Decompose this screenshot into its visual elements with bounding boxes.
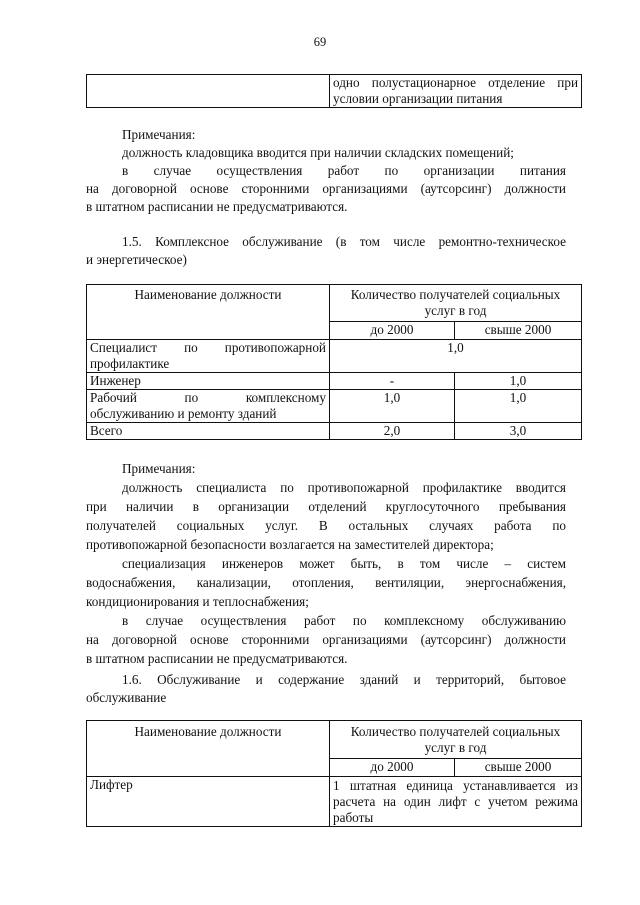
table-header-position: Наименование должности xyxy=(87,721,330,777)
note-line: должность специалиста по противопожарной профилактике вводится xyxy=(122,480,566,495)
top-cell-line: одно полустационарное отделение при xyxy=(333,75,578,90)
row-value-b: 1,0 xyxy=(455,390,582,423)
note-line: на договорной основе сторонними организациями (аутсорсинг) должности xyxy=(86,632,566,647)
header-line: услуг в год xyxy=(424,303,487,318)
page-number: 69 xyxy=(313,35,327,49)
row-value-line: 1 штатная единица устанавливается из xyxy=(333,778,578,793)
row-name-line: обслуживанию и ремонту зданий xyxy=(90,406,277,421)
section-1-6-title xyxy=(86,672,566,706)
subheader-under-2000: до 2000 xyxy=(330,322,455,340)
row-name-line: профилактике xyxy=(90,356,170,371)
row-name-cell: Всего xyxy=(87,423,330,440)
table-row xyxy=(87,340,582,373)
table-row xyxy=(87,423,582,440)
header-line: услуг в год xyxy=(424,740,487,755)
row-value-line: расчета на один лифт с учетом режима xyxy=(333,794,578,809)
note-line: в случае осуществления работ по комплексному обслуживанию xyxy=(122,613,566,628)
row-value-b: 1,0 xyxy=(455,373,582,390)
notes-block-2 xyxy=(86,461,566,667)
section-title-line: и энергетическое) xyxy=(86,252,187,267)
row-value-merged xyxy=(330,777,582,827)
row-name-cell: Лифтер xyxy=(87,777,330,827)
row-value-a: 1,0 xyxy=(330,390,455,423)
row-name-cell xyxy=(87,390,330,423)
top-table-left-cell xyxy=(87,75,330,108)
note-line: на договорной основе сторонними организациями (аутсорсинг) должности xyxy=(86,181,566,196)
subheader-over-2000: свыше 2000 xyxy=(455,759,582,777)
note-paragraph: должность кладовщика вводится при наличии складских помещений; xyxy=(122,145,514,160)
note-line: в штатном расписании не предусматриваются. xyxy=(86,199,348,214)
notes-block-1 xyxy=(86,127,566,215)
row-value-a: 2,0 xyxy=(330,423,455,440)
subheader-over-2000: свыше 2000 xyxy=(455,322,582,340)
notes-heading: Примечания: xyxy=(122,127,196,142)
top-table-right-cell xyxy=(330,75,582,108)
row-name-cell: Инженер xyxy=(87,373,330,390)
note-line: специализация инженеров может быть, в том числе – систем xyxy=(122,556,566,571)
note-line: в случае осуществления работ по организации питания xyxy=(122,163,566,178)
row-value-b: 3,0 xyxy=(455,423,582,440)
note-line: получателей социальных услуг. В остальных случаях работа по xyxy=(86,518,566,533)
row-name-line: Рабочий по комплексному xyxy=(90,390,326,405)
header-line: Количество получателей социальных xyxy=(350,287,561,302)
top-table xyxy=(86,74,582,108)
table-header-recipients xyxy=(330,285,582,322)
note-line: кондиционирования и теплоснабжения; xyxy=(86,594,309,609)
row-value-line: работы xyxy=(333,810,374,825)
header-line: Количество получателей социальных xyxy=(350,724,561,739)
table-row xyxy=(87,777,582,827)
table-row xyxy=(87,373,582,390)
row-name-cell xyxy=(87,340,330,373)
notes-heading: Примечания: xyxy=(122,461,196,476)
subheader-under-2000: до 2000 xyxy=(330,759,455,777)
section-title-line: 1.6. Обслуживание и содержание зданий и территорий, бытовое xyxy=(122,672,566,687)
note-line: в штатном расписании не предусматриваются. xyxy=(86,651,348,666)
table-header-position: Наименование должности xyxy=(87,285,330,340)
note-line: водоснабжения, канализации, отопления, вентиляции, энергоснабжения, xyxy=(86,575,566,590)
note-line: противопожарной безопасности возлагается на заместителей директора; xyxy=(86,537,494,552)
row-value-merged: 1,0 xyxy=(330,340,582,373)
table-1-5 xyxy=(86,284,582,440)
table-row xyxy=(87,390,582,423)
table-1-6 xyxy=(86,720,582,827)
section-title-line: обслуживание xyxy=(86,690,167,705)
section-1-5-title xyxy=(86,234,566,268)
row-value-a: - xyxy=(330,373,455,390)
top-cell-line: условии организации питания xyxy=(333,91,503,106)
section-title-line: 1.5. Комплексное обслуживание (в том числе ремонтно-техническое xyxy=(122,234,566,249)
table-header-recipients xyxy=(330,721,582,759)
row-name-line: Специалист по противопожарной xyxy=(90,340,326,355)
note-line: при наличии в организации отделений круглосуточного пребывания xyxy=(86,499,566,514)
